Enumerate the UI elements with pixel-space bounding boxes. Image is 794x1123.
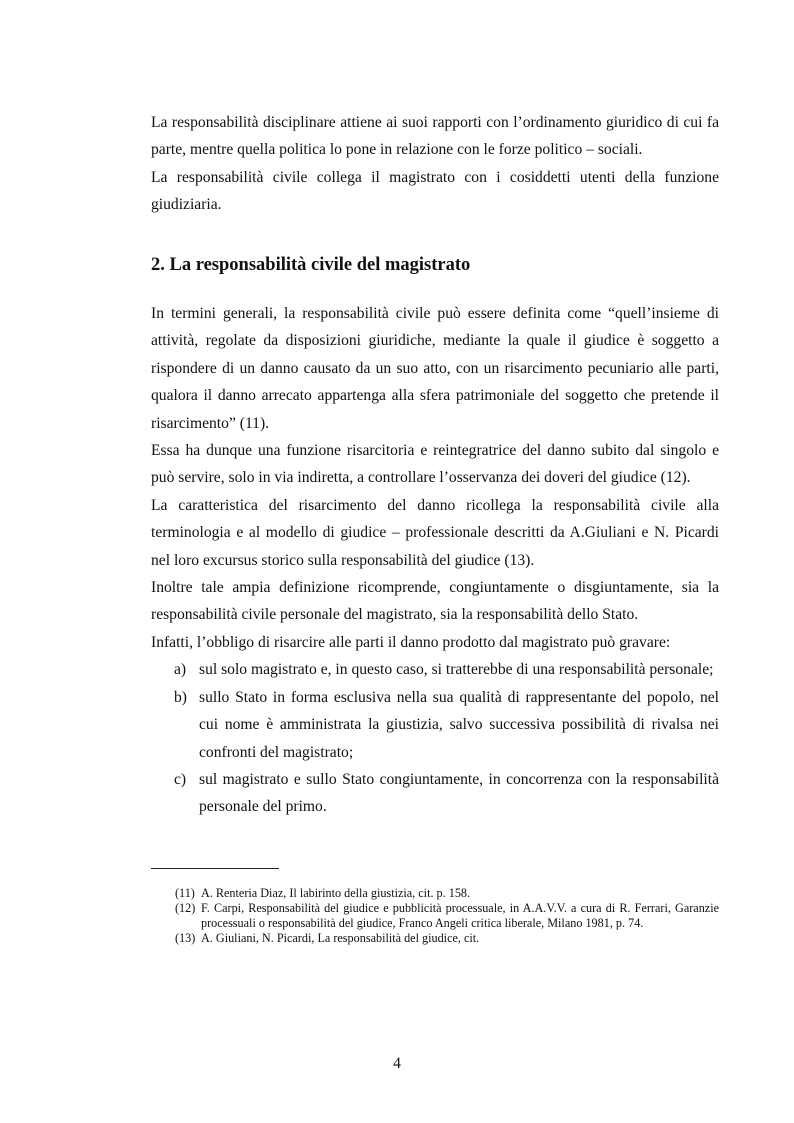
intro-paragraph: La responsabilità disciplinare attiene ai suoi rapporti con l’ordinamento giuridico di cui fa parte, mentre quella politica lo pone in relazione con le forze politico – sociali. <box>151 114 719 159</box>
body-paragraph: In termini generali, la responsabilità civile può essere definita come “quell’insieme di attività, regolate da disposizioni giuridiche, mediante la quale il giudice è soggetto a rispondere di un danno causato da un suo atto, con un risarcimento pecuniario alle parti, qualora il danno arrecato appartenga alla sfera patrimoniale del soggetto che pretende il risarcimento” (11). <box>151 305 719 432</box>
body-paragraph: Infatti, l’obbligo di risarcire alle parti il danno prodotto dal magistrato può gravare: <box>151 633 671 651</box>
list-item <box>151 684 719 766</box>
footnotes <box>175 886 719 946</box>
footnote-text: F. Carpi, Responsabilità del giudice e pubblicità processuale, in A.A.V.V. a cura di R. Ferrari, Garanzie processuali o responsabilità del giudice, Franco Angeli critica liberale, Milano 1981, p. 74. <box>201 901 719 930</box>
footnote-number: (11) <box>175 886 195 900</box>
intro-paragraph: La responsabilità civile collega il magistrato con i cosiddetti utenti della funzione giudiziaria. <box>151 168 719 214</box>
section-body <box>151 300 719 821</box>
page-number: 4 <box>393 1055 401 1072</box>
list-item <box>151 656 719 683</box>
footnote <box>175 901 719 931</box>
obligation-list <box>151 656 719 820</box>
footnote-separator <box>151 868 279 869</box>
body-paragraph: La caratteristica del risarcimento del danno ricollega la responsabilità civile alla terminologia e al modello di giudice – professionale descritti da A.Giuliani e N. Picardi nel loro excursus storico sulla responsabilità del giudice (13). <box>151 496 719 569</box>
footnote-text: A. Renteria Diaz, Il labirinto della giustizia, cit. p. 158. <box>201 886 471 900</box>
footnote <box>175 886 719 901</box>
body-paragraph: Essa ha dunque una funzione risarcitoria e reintegratrice del danno subito dal singolo e può servire, solo in via indiretta, a controllare l’osservanza dei doveri del giudice (12). <box>151 442 719 487</box>
footnote-text: A. Giuliani, N. Picardi, La responsabilità del giudice, cit. <box>201 931 480 945</box>
section-heading: 2. La responsabilità civile del magistrato <box>151 255 471 275</box>
list-item <box>151 766 719 821</box>
list-item-text: sul magistrato e sullo Stato congiuntamente, in concorrenza con la responsabilità personale del primo. <box>199 770 719 816</box>
list-marker: a) <box>174 661 187 679</box>
list-item-text: sullo Stato in forma esclusiva nella sua qualità di rappresentante del popolo, nel cui nome è amministrata la giustizia, salvo successiva possibilità di rivalsa nei confronti del magistrato; <box>199 688 719 761</box>
footnote-number: (13) <box>175 931 196 945</box>
intro-block <box>151 109 719 219</box>
list-marker: c) <box>174 770 187 788</box>
footnote <box>175 931 719 946</box>
footnote-number: (12) <box>175 901 196 915</box>
list-item-text: sul solo magistrato e, in questo caso, si tratterebbe di una responsabilità personale; <box>199 661 714 679</box>
body-paragraph: Inoltre tale ampia definizione ricomprende, congiuntamente o disgiuntamente, sia la responsabilità civile personale del magistrato, sia la responsabilità dello Stato. <box>151 579 719 624</box>
list-marker: b) <box>174 688 187 706</box>
